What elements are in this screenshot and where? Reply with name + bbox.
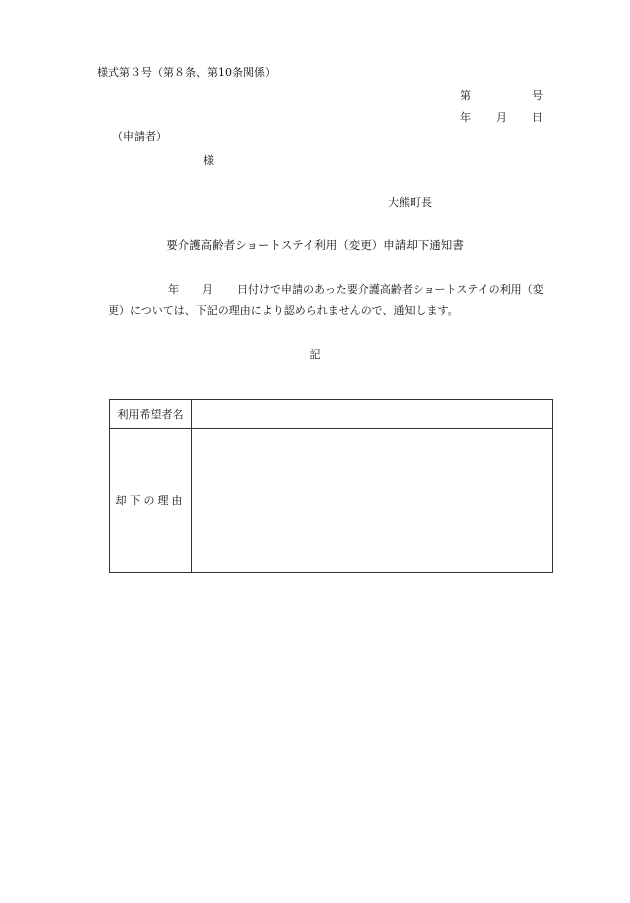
body-text-line-1: 日付けで申請のあった要介護高齢者ショートステイの利用（変 — [237, 283, 544, 296]
issue-date-month-label: 月 — [496, 111, 507, 124]
applicant-label: （申請者） — [112, 130, 167, 143]
issue-date-day-label: 日 — [532, 111, 543, 124]
issue-date-year-label: 年 — [460, 111, 471, 124]
rejection-reason-field[interactable] — [192, 429, 552, 572]
form-number: 様式第３号（第８条、第10条関係） — [97, 66, 276, 79]
notice-table — [109, 399, 553, 573]
applicant-name-label: 利用希望者名 — [117, 408, 184, 421]
body-month-label: 月 — [202, 283, 213, 296]
body-year-label: 年 — [168, 283, 179, 296]
applicant-honorific: 様 — [203, 154, 214, 167]
document-title: 要介護高齢者ショートステイ利用（変更）申請却下通知書 — [166, 238, 464, 252]
document-number-prefix: 第 — [460, 89, 471, 102]
applicant-name-field[interactable] — [192, 400, 552, 428]
document-number-suffix: 号 — [532, 89, 543, 102]
body-text-line-2: 更）については、下記の理由により認められませんので、通知します。 — [108, 304, 459, 317]
issuer-name: 大熊町長 — [388, 196, 432, 209]
rejection-reason-label: 却下の理由 — [115, 494, 186, 507]
ki-heading: 記 — [309, 348, 321, 361]
